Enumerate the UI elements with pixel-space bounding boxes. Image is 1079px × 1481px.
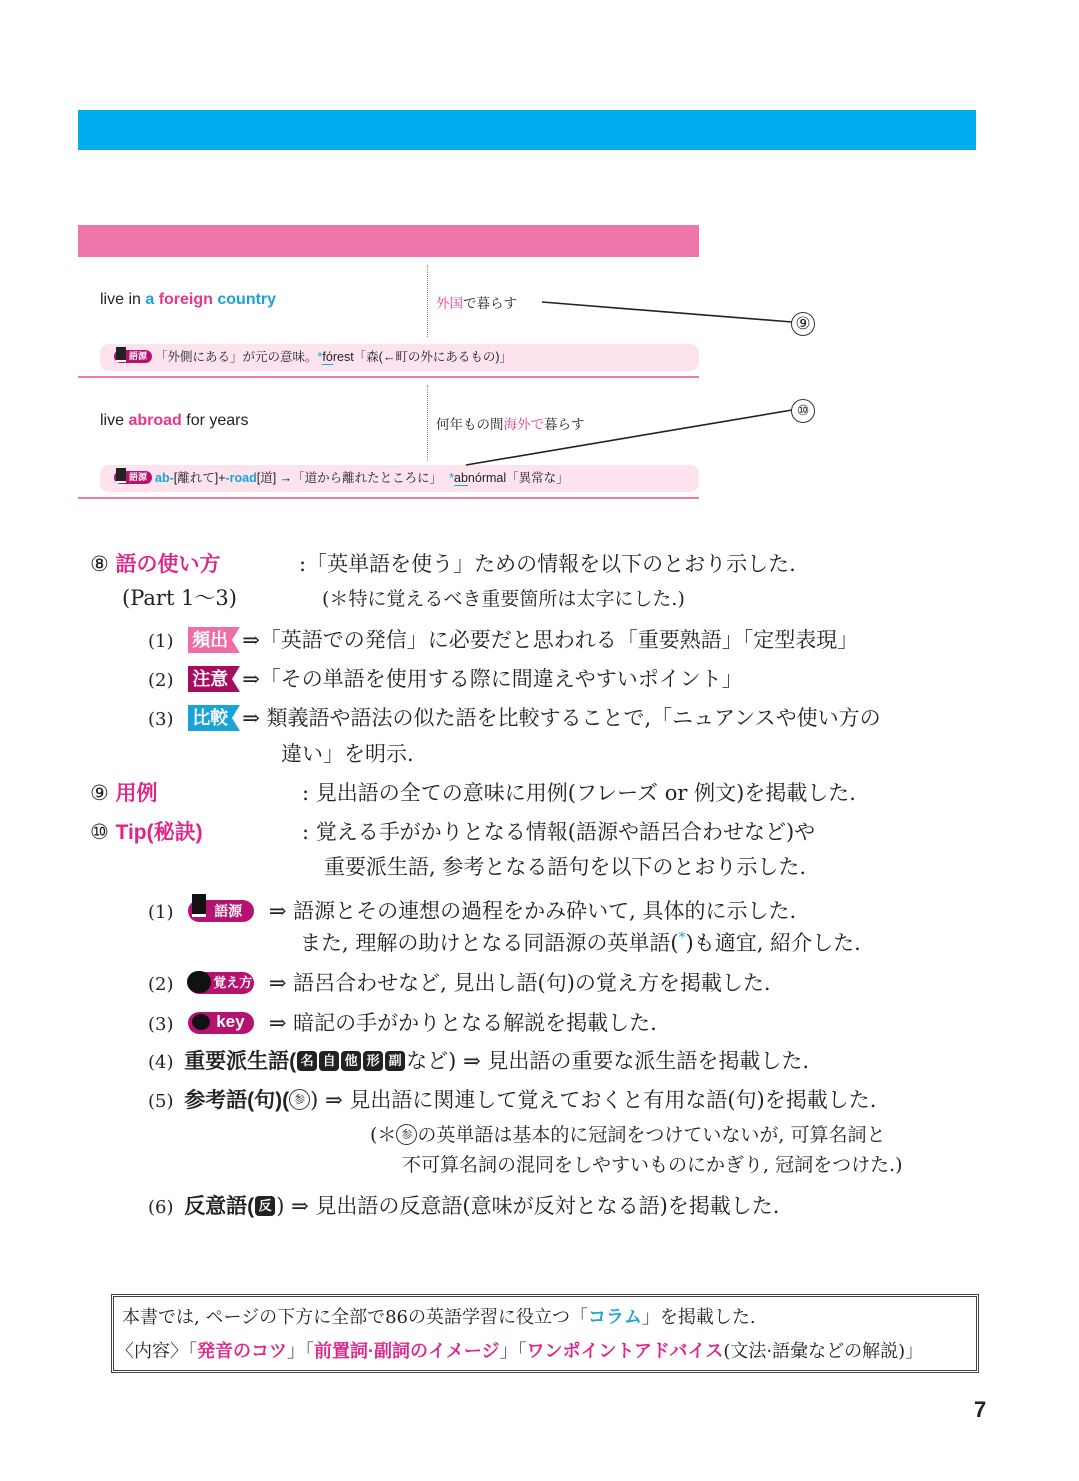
star-mark: * [449, 471, 455, 485]
item-number: (1) [148, 902, 174, 923]
tip-word: nórmal [467, 471, 507, 485]
star-mark: * [317, 350, 323, 364]
tag-hinshutsu: 頻出 [188, 627, 232, 653]
antonym-box-icon: 反 [255, 1196, 275, 1216]
tag-hikaku: 比較 [188, 705, 232, 731]
arrow-icon: ⇒ [291, 1194, 309, 1218]
section-title: 語の使い方 [115, 553, 221, 576]
gogen-badge-icon: 語源 [188, 900, 254, 922]
section-number: ⑧ [90, 552, 109, 576]
translation-rest: で暮らす [463, 296, 517, 311]
tip-item-3 [148, 1007, 657, 1037]
item-number: (3) [148, 1014, 174, 1035]
tip-item-5 [148, 1084, 876, 1114]
phrase-text: live [100, 412, 129, 429]
root-gloss: [離れて]+ [173, 471, 226, 485]
tip-item-6 [148, 1190, 779, 1220]
phrase-keyword: abroad [128, 412, 182, 429]
phrase-rest: country [212, 291, 277, 308]
arrow-icon: ⇒ [463, 1049, 481, 1073]
column-line-1: 本書では, ページの下方に全部で86の英語学習に役立つ「コラム」を掲載した. [122, 1307, 756, 1328]
tip-word: rest [332, 350, 354, 364]
phrase-keyword: foreign [158, 291, 213, 308]
arrow-icon: ⇒ [268, 1011, 287, 1035]
arrow-icon: ⇒ [268, 971, 287, 995]
callout-10: ⑩ [791, 399, 815, 423]
section-9-heading [90, 777, 158, 807]
section-10-heading [90, 816, 203, 846]
usage-item-3-cont: 違い」を明示. [281, 742, 414, 766]
column-line-2: 〈内容〉「発音のコツ」「前置詞·副詞のイメージ」「ワンポイントアドバイス(文法·語彙などの解説)」 [116, 1341, 924, 1362]
usage-item-2 [148, 663, 743, 694]
translation-rest: 暮らす [544, 417, 585, 432]
column-topic: 前置詞·副詞のイメージ [314, 1341, 500, 1361]
intransitive-box-icon: 自 [319, 1051, 339, 1071]
tip-item-2 [148, 967, 771, 997]
item-label-post: ) [276, 1194, 285, 1218]
section-8-note: (＊特に覚えるべき重要箇所は太字にした.) [322, 588, 685, 610]
item-number: (4) [148, 1052, 174, 1073]
reference-ring-icon: 参 [289, 1089, 310, 1110]
root-stem: -road [225, 471, 257, 485]
page-number: 7 [974, 1397, 987, 1422]
item-label: 参考語(句)( [184, 1089, 290, 1112]
usage-item-1 [148, 624, 858, 655]
star-mark: * [678, 930, 686, 946]
item-number: (1) [148, 631, 174, 652]
tip-text: 「外側にある」が元の意味。 [155, 350, 318, 364]
usage-item-3 [148, 702, 881, 733]
section-number: ⑨ [90, 781, 109, 805]
gogen-badge-icon: 語源 [114, 471, 152, 484]
arrow-icon: ⇒ [268, 899, 287, 923]
section-8-desc: :「英単語を使う」ための情報を以下のとおり示した. [299, 552, 796, 576]
oboekata-badge-icon: 覚え方 [188, 972, 254, 994]
column-info-box [111, 1294, 979, 1373]
arrow-icon: ⇒ [242, 667, 260, 691]
arrow-icon: ⇒ [242, 628, 260, 652]
item-number: (3) [148, 709, 174, 730]
tip-gloss: 「森(←町の外にあるもの)」 [353, 350, 512, 364]
item-number: (2) [148, 670, 174, 691]
gogen-badge-icon: 語源 [114, 350, 152, 363]
adjective-box-icon: 形 [363, 1051, 383, 1071]
item-text: 語呂合わせなど, 見出し語(句)の覚え方を掲載した. [293, 971, 771, 995]
arrow-icon: ⇒ [242, 706, 260, 730]
section-8-heading [90, 548, 221, 578]
root-prefix: ab- [155, 471, 174, 485]
callout-9: ⑨ [791, 312, 815, 336]
section-title: Tip(秘訣) [115, 821, 203, 844]
tag-chui: 注意 [188, 666, 232, 692]
column-topic: ワンポイントアドバイス [526, 1341, 724, 1361]
translation-keyword: 海外で [503, 417, 544, 432]
phrase-rest: for years [181, 412, 249, 429]
callout-arrows [0, 0, 1079, 520]
column-keyword: コラム [588, 1307, 642, 1327]
item-label: 反意語( [184, 1195, 255, 1218]
item-text: 語源とその連想の過程をかみ砕いて, 具体的に示した. [293, 899, 797, 923]
phrase-article: a [145, 291, 159, 308]
tip-item-4 [148, 1045, 809, 1075]
section-10-desc: : 覚える手がかりとなる情報(語源や語呂合わせなど)や [302, 820, 816, 844]
item-label: 重要派生語( [184, 1050, 297, 1073]
item-text: 「その単語を使用する際に間違えやすいポイント」 [259, 667, 743, 691]
item-number: (5) [148, 1091, 174, 1112]
tip-item-5-note: (＊ 参 の英単語は基本的に冠詞をつけていないが, 可算名詞と [370, 1124, 886, 1146]
item-label-post: など) [406, 1049, 457, 1073]
reference-ring-icon: 参 [396, 1124, 417, 1145]
translation-text: 何年もの間 [436, 417, 504, 432]
column-topic: 発音のコツ [197, 1341, 287, 1361]
tip-item-1-cont: また, 理解の助けとなる同語源の英単語(*)も適宜, 紹介した. [300, 930, 861, 955]
phrase-text: live in [100, 291, 146, 308]
section-10-desc-cont: 重要派生語, 参考となる語句を以下のとおり示した. [324, 855, 807, 879]
root-gloss: [道] →「道から離れたところに」 [256, 471, 446, 485]
noun-box-icon: 名 [297, 1051, 317, 1071]
adverb-box-icon: 副 [385, 1051, 405, 1071]
item-text: 暗記の手がかりとなる解説を掲載した. [293, 1011, 657, 1035]
section-8-sub: (Part 1〜3) [122, 586, 237, 610]
item-label-post: ) [310, 1088, 319, 1112]
item-number: (2) [148, 974, 174, 995]
section-title: 用例 [115, 782, 158, 805]
tip-item-5-note-cont: 不可算名詞の混同をしやすいものにかぎり, 冠詞をつけた.) [402, 1154, 903, 1176]
section-number: ⑩ [90, 820, 109, 844]
tip-word-accent: ab [454, 471, 468, 485]
tip-word-accent: fó [322, 350, 333, 364]
item-text: 見出語に関連して覚えておくと有用な語(句)を掲載した. [349, 1088, 877, 1112]
section-9-desc: : 見出語の全ての意味に用例(フレーズ or 例文)を掲載した. [302, 781, 856, 805]
tip-gloss: 「異常な」 [506, 471, 569, 485]
item-text: 「英語での発信」に必要だと思われる「重要熟語」「定型表現」 [259, 628, 859, 652]
translation-keyword: 外国 [436, 296, 463, 311]
item-text: 見出語の反意語(意味が反対となる語)を掲載した. [315, 1194, 780, 1218]
item-text: 見出語の重要な派生語を掲載した. [487, 1049, 810, 1073]
tip-item-1 [148, 895, 796, 925]
item-number: (6) [148, 1197, 174, 1218]
arrow-icon: ⇒ [325, 1088, 343, 1112]
key-badge-icon: key [188, 1012, 254, 1034]
item-text: 類義語や語法の似た語を比較することで,「ニュアンスや使い方の [259, 706, 881, 730]
transitive-box-icon: 他 [341, 1051, 361, 1071]
